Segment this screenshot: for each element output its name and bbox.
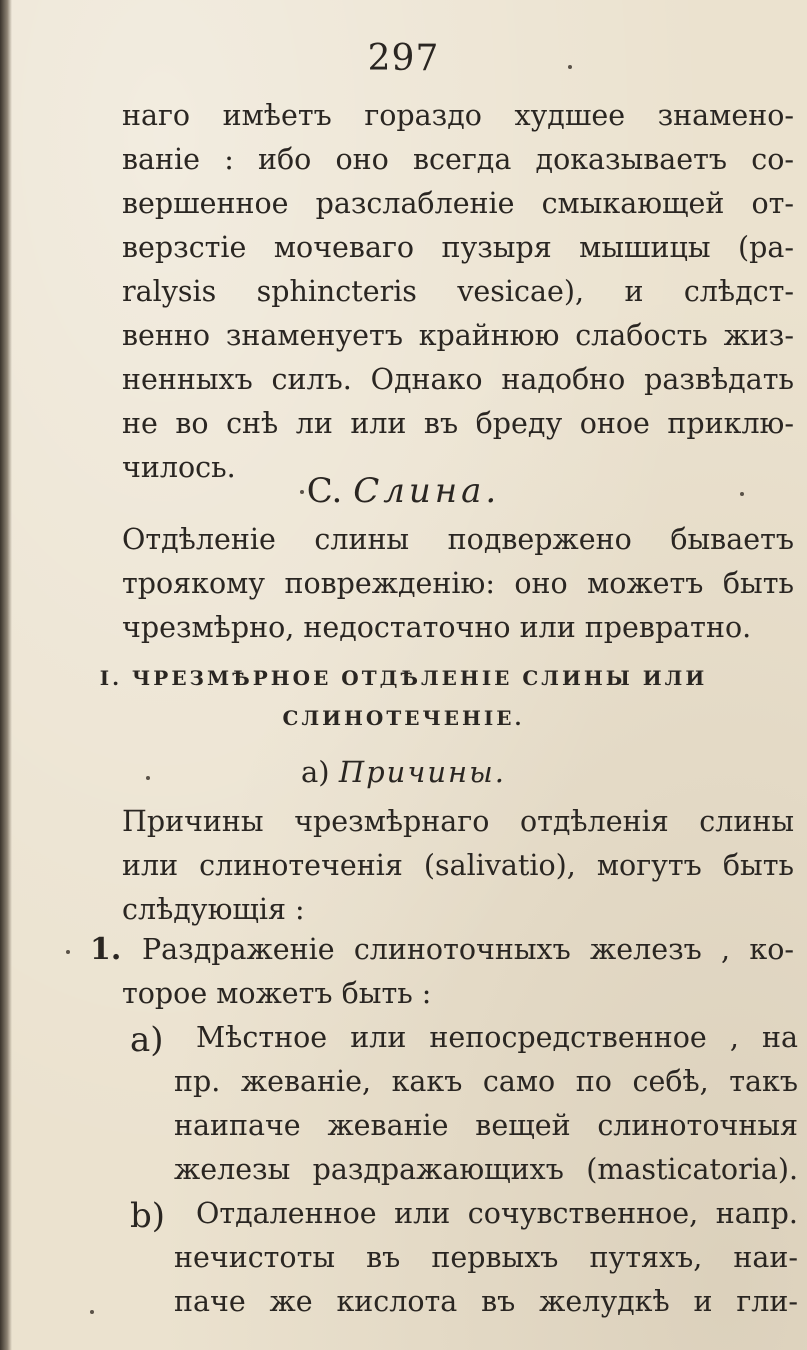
paper-speck <box>568 65 572 69</box>
text-line: или слинотеченія (salivatio), могутъ быть <box>122 849 794 882</box>
causes-heading <box>0 755 807 789</box>
item-number: 1. <box>90 932 122 967</box>
text-line: ваніе : ибо оно всегда доказываетъ со- <box>122 143 794 176</box>
paper-speck <box>146 776 150 780</box>
causes-title: Причины. <box>338 755 507 789</box>
text-line: Причины чрезмѣрнаго отдѣленія слины <box>122 805 794 838</box>
text-line: слѣдующія : <box>122 893 305 926</box>
section-title: Слина. <box>353 471 501 511</box>
text-line: Отдаленное или сочувственное, напр. <box>196 1197 798 1230</box>
text-line: Отдѣленіе слины подвержено бываетъ <box>122 523 794 556</box>
subsection-heading-line2: СЛИНОТЕЧЕНІЕ. <box>282 706 525 730</box>
text-line: чрезмѣрно, недостаточно или превратно. <box>122 611 752 644</box>
subsection-heading-line1: I. ЧРЕЗМѢРНОЕ ОТДѢЛЕНІЕ СЛИНЫ ИЛИ <box>99 666 708 690</box>
text-line: наго имѣетъ гораздо худшее знамено- <box>122 99 794 132</box>
text-line: верзстіе мочеваго пузыря мышицы (pa- <box>122 231 794 264</box>
text-line: венно знаменуетъ крайнюю слабость жиз- <box>122 319 794 352</box>
paper-speck <box>740 492 744 496</box>
text-line: пр. жеваніе, какъ само по себѣ, такъ <box>174 1065 798 1098</box>
section-heading <box>0 471 807 511</box>
page-number: 297 <box>367 38 440 79</box>
text-line: Мѣстное или непосредственное , на <box>196 1021 798 1054</box>
paper-speck <box>300 490 304 494</box>
text-line: нечистоты въ первыхъ путяхъ, наи- <box>174 1241 798 1274</box>
text-line: железы раздражающихъ (masticatoria). <box>174 1153 798 1186</box>
causes-letter: a) <box>300 755 330 789</box>
text-line: паче же кислота въ желудкѣ и гли- <box>174 1285 798 1318</box>
paper-speck <box>90 1310 94 1314</box>
text-line: Раздраженіе слиноточныхъ железъ , ко- <box>142 933 794 966</box>
item-marker: b) <box>130 1196 166 1236</box>
section-letter: C. <box>306 471 343 511</box>
text-line: ненныхъ силъ. Однако надобно развѣдать <box>122 363 794 396</box>
text-line: ralysis sphincteris vesicae), и слѣдст- <box>122 275 794 308</box>
text-line: троякому поврежденію: оно можетъ быть <box>122 567 794 600</box>
text-line: вершенное разслабленіе смыкающей от- <box>122 187 794 220</box>
paper-speck <box>66 950 70 954</box>
text-line: наипаче жеваніе вещей слиноточныя <box>174 1109 798 1142</box>
item-marker: a) <box>130 1020 164 1060</box>
text-line: торое можетъ быть : <box>122 977 432 1010</box>
text-line: чилось. <box>122 451 236 484</box>
text-line: не во снѣ ли или въ бреду оное приклю- <box>122 407 794 440</box>
